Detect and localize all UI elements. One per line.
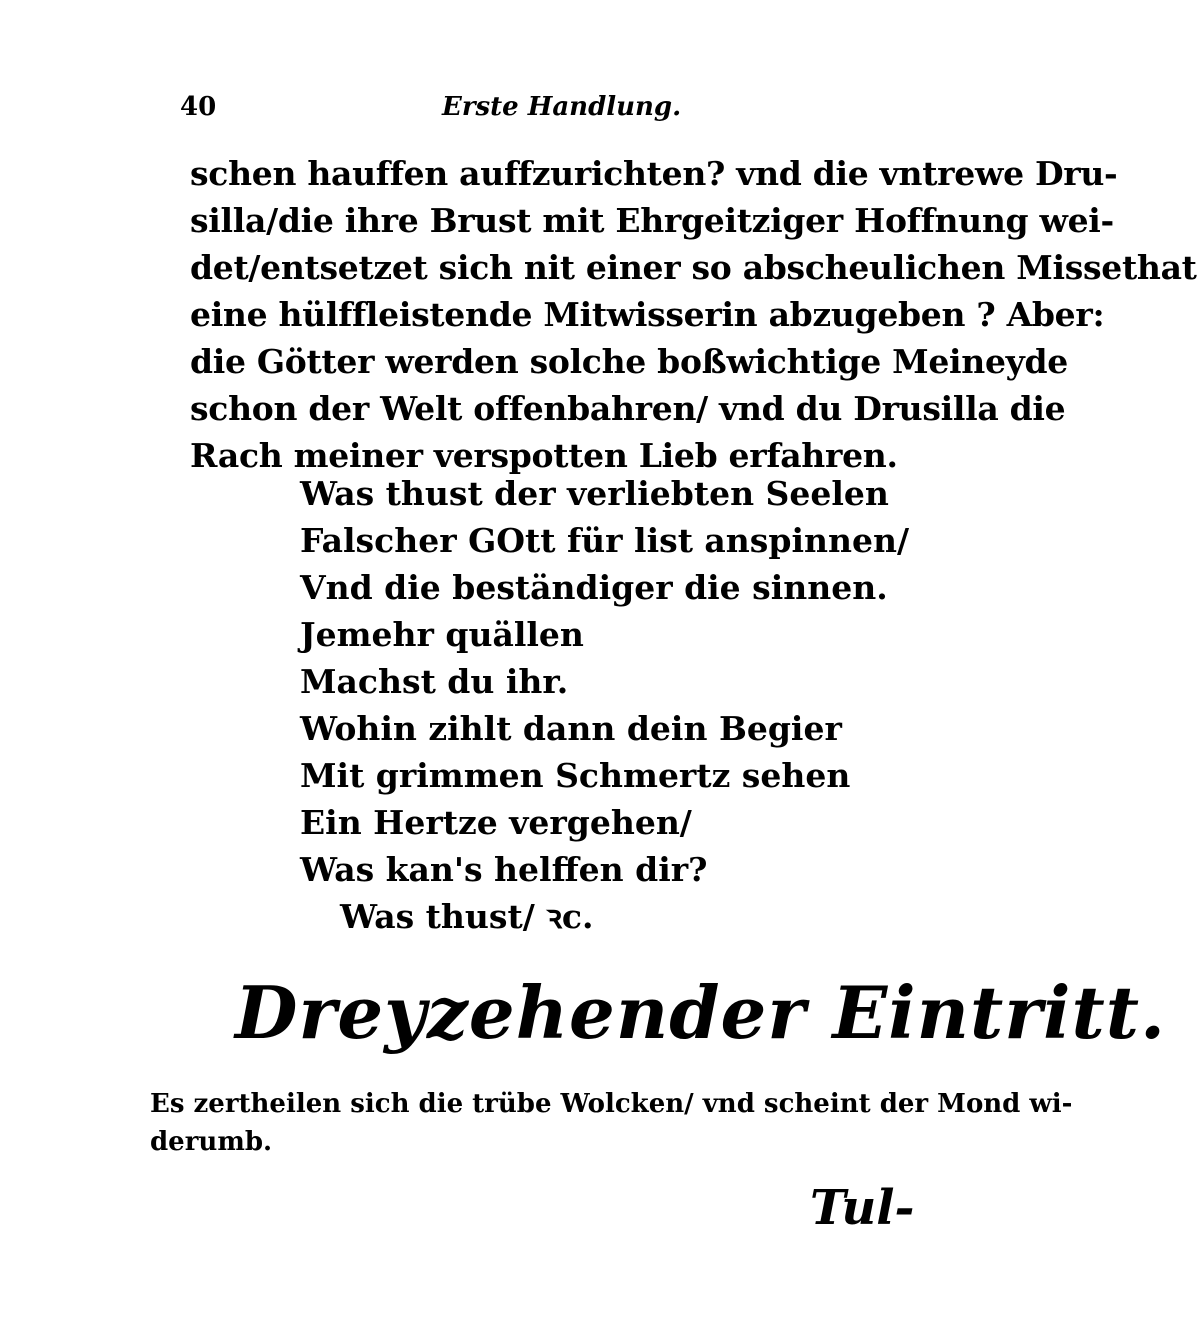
scene-title: Dreyzehender Eintritt.: [235, 970, 1167, 1055]
verse-line: Machst du ihr.: [300, 662, 569, 701]
page-number: 40: [180, 92, 217, 122]
prose-line: silla/die ihre Brust mit Ehrgeitziger Hoffnung wei-: [190, 201, 1114, 240]
verse-line: Wohin zihlt dann dein Begier: [300, 709, 842, 748]
running-head: Erste Handlung.: [442, 92, 682, 122]
verse-line: Was kan's helffen dir?: [300, 850, 708, 889]
verse-line: Jemehr quällen: [300, 615, 584, 654]
verse-line: Mit grimmen Schmertz sehen: [300, 756, 851, 795]
verse-line: Was thust der verliebten Seelen: [300, 474, 889, 513]
prose-line: schen hauffen auffzurichten? vnd die vntrewe Dru-: [190, 154, 1118, 193]
prose-line: det/entsetzet sich nit einer so abscheulichen Missethat: [190, 248, 1197, 287]
verse-block: [300, 470, 910, 940]
verse-line: Falscher GOtt für list anspinnen/: [300, 521, 910, 560]
prose-line: eine hülffleistende Mitwisserin abzugeben ? Aber:: [190, 295, 1105, 334]
prose-line: Rach meiner verspotten Lieb erfahren.: [190, 436, 898, 475]
page-header: [180, 92, 680, 132]
stage-direction-line: derumb.: [150, 1127, 273, 1157]
verse-line: Ein Hertze vergehen/: [300, 803, 692, 842]
catchword: Tul-: [810, 1180, 915, 1236]
prose-line: die Götter werden solche boßwichtige Meineyde: [190, 342, 1069, 381]
prose-block: [190, 150, 1197, 479]
verse-line: Vnd die beständiger die sinnen.: [300, 568, 888, 607]
stage-direction: [150, 1085, 1073, 1161]
verse-refrain: Was thust/ ꝛc.: [340, 897, 594, 936]
stage-direction-line: Es zertheilen sich die trübe Wolcken/ vnd scheint der Mond wi-: [150, 1089, 1073, 1119]
prose-line: schon der Welt offenbahren/ vnd du Drusilla die: [190, 389, 1066, 428]
